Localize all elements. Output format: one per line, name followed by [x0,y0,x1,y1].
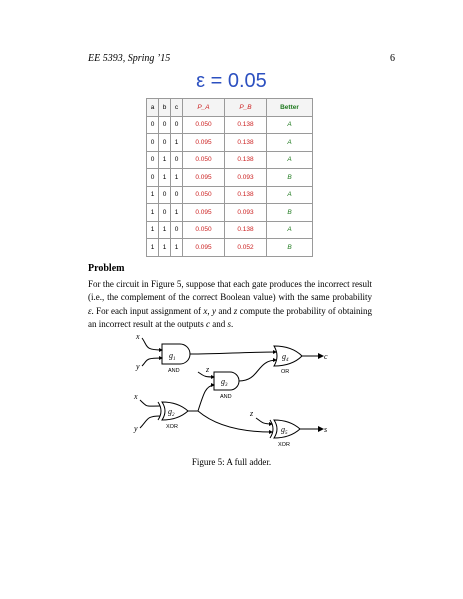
and-word: and [209,318,228,329]
cell-c: 0 [171,221,183,239]
cell-better: B [267,204,313,222]
col-pb: P_B [225,99,267,117]
cell-a: 0 [147,116,159,134]
cell-pb: 0.138 [225,221,267,239]
label-c: c [324,352,328,361]
epsilon-title: ε = 0.05 [196,70,267,92]
cell-pa: 0.095 [183,134,225,152]
cell-c: 1 [171,169,183,187]
cell-pb: 0.138 [225,134,267,152]
table-row [147,169,313,187]
cell-c: 0 [171,186,183,204]
var-c: c [205,318,210,329]
table-row [147,204,313,222]
label-g1: $g_1$ [169,351,176,362]
wire-y-g2 [140,416,160,428]
comma: , [207,305,213,316]
figure-caption: Figure 5: A full adder. [191,457,272,467]
var-z: z [233,305,238,316]
cell-a: 1 [147,204,159,222]
cell-a: 1 [147,239,159,257]
table-row [147,186,313,204]
cell-better: A [267,186,313,204]
cell-a: 0 [147,134,159,152]
xor-gate-g2-arc [158,402,161,420]
xor-gate-g5-arc [270,420,273,438]
cell-a: 0 [147,151,159,169]
label-x-top: x [136,332,140,341]
wire-x-g2 [140,400,160,406]
label-s: s [324,425,328,434]
probability-table [146,98,313,257]
cell-c: 0 [171,116,183,134]
cell-b: 1 [159,169,171,187]
var-x: x [203,305,208,316]
cell-b: 0 [159,186,171,204]
table-row [147,151,313,169]
label-y-top: y [136,362,140,371]
problem-text [88,278,372,331]
problem-text-part: compute the probability of obtaining an incorrect result at the outputs [88,305,373,329]
table-body [147,116,313,256]
cell-pa: 0.095 [183,204,225,222]
col-b: b [159,99,171,117]
label-z-mid: z [206,365,210,374]
cell-pb: 0.093 [225,169,267,187]
cell-pa: 0.095 [183,239,225,257]
cell-better: B [267,239,313,257]
table-row [147,239,313,257]
cell-better: B [267,169,313,187]
cell-b: 0 [159,116,171,134]
cell-b: 1 [159,221,171,239]
label-g3: $g_3$ [221,377,228,388]
cell-pa: 0.050 [183,186,225,204]
cell-a: 1 [147,221,159,239]
label-g2: $g_2$ [168,407,175,418]
var-s: s [227,318,231,329]
col-a: a [147,99,159,117]
cell-pa: 0.050 [183,221,225,239]
col-c: c [171,99,183,117]
cell-better: A [267,116,313,134]
cell-pb: 0.093 [225,204,267,222]
col-better: Better [267,99,313,117]
period: . [230,318,234,329]
table-row [147,221,313,239]
cell-pb: 0.138 [225,151,267,169]
cell-better: A [267,134,313,152]
wire-g1-g4 [190,352,276,354]
cell-pa: 0.050 [183,151,225,169]
label-and-1: AND [168,368,180,374]
full-adder-circuit [128,332,338,448]
label-z-bottom: z [250,409,254,418]
page-number: 6 [390,53,395,64]
cell-c: 1 [171,239,183,257]
problem-text-part: . For each input assignment of [91,305,204,316]
cell-better: A [267,221,313,239]
label-x-bottom: x [134,392,138,401]
cell-a: 0 [147,169,159,187]
cell-pa: 0.050 [183,116,225,134]
label-g4: $g_4$ [282,352,289,363]
cell-c: 1 [171,134,183,152]
xor-gate-g2 [162,402,188,420]
cell-b: 0 [159,134,171,152]
col-pa: P_A [183,99,225,117]
cell-b: 1 [159,239,171,257]
epsilon-symbol: ε [88,305,92,316]
or-gate-g4 [274,346,302,366]
and-gate-g1 [162,344,190,364]
cell-pb: 0.052 [225,239,267,257]
table-header-row [147,99,313,117]
label-and-2: AND [220,394,232,400]
cell-b: 1 [159,151,171,169]
label-xor-1: XOR [166,424,178,430]
cell-a: 1 [147,186,159,204]
wire-g2-g3 [198,385,214,411]
cell-c: 0 [171,151,183,169]
var-y: y [212,305,217,316]
label-xor-2: XOR [278,442,290,448]
cell-b: 0 [159,204,171,222]
cell-better: A [267,151,313,169]
label-g5: $g_5$ [281,425,288,436]
course-header: EE 5393, Spring ’15 [88,53,171,64]
and-word: and [216,305,234,316]
table-row [147,134,313,152]
label-y-bottom: y [134,424,138,433]
table-row [147,116,313,134]
cell-c: 1 [171,204,183,222]
label-or: OR [281,369,290,375]
problem-heading: Problem [88,263,125,274]
cell-pb: 0.138 [225,116,267,134]
cell-pa: 0.095 [183,169,225,187]
cell-pb: 0.138 [225,186,267,204]
wire-g3-g4 [239,360,277,381]
problem-text-part: For the circuit in Figure 5, suppose that each gate produces the incorrect result (i.e., the complement of the correct Boolean value) with the same probability [88,279,372,303]
